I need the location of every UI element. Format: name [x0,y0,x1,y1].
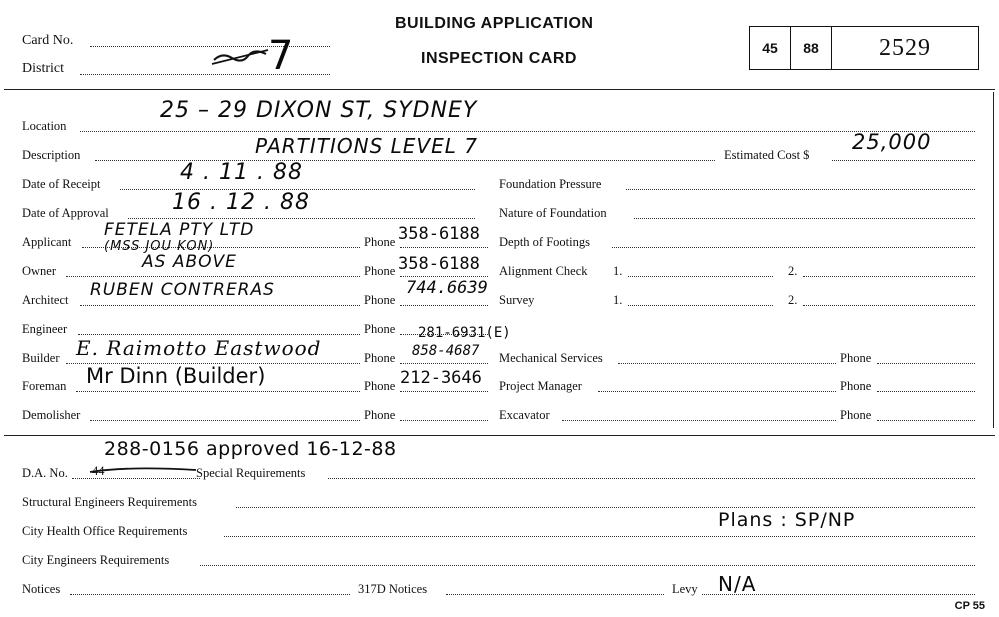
da-struck-number: 44 [92,464,105,478]
location-label: Location [22,119,67,133]
architect-line [80,305,360,306]
survey-2: 2. [788,293,798,307]
architect-value: RUBEN CONTRERAS [90,280,275,300]
estimated-cost-label: Estimated Cost $ [724,148,810,162]
builder-phone-label: Phone [364,351,396,365]
applicant-note: (MSS JOU KON) [104,239,215,254]
estimated-cost-line [832,160,975,161]
excavator-phone-label: Phone [840,408,872,422]
engineer-phone-label: Phone [364,322,396,336]
survey-line-2 [803,305,975,306]
applicant-phone: 358-6188 [398,224,480,244]
notices-label: Notices [22,582,61,596]
excavator-label: Excavator [499,408,550,422]
title-line-2: INSPECTION CARD [421,50,577,67]
description-value: PARTITIONS LEVEL 7 [255,134,478,158]
mechanical-phone-label: Phone [840,351,872,365]
survey-label: Survey [499,293,535,307]
foreman-value: Mr Dinn (Builder) [86,364,266,388]
nature-of-foundation-line [634,218,975,219]
demolisher-phone-label: Phone [364,408,396,422]
project-manager-phone-label: Phone [840,379,872,393]
district-label: District [22,61,64,76]
date-of-receipt-label: Date of Receipt [22,177,101,191]
demolisher-phone-line [400,420,488,421]
survey-line-1 [628,305,773,306]
engineer-line [78,334,360,335]
mechanical-services-line [618,363,836,364]
district-value: 7 [268,33,295,79]
notices-317d-line [446,594,664,595]
date-of-approval-value: 16 . 12 . 88 [172,190,310,215]
da-no-label: D.A. No. [22,466,68,480]
owner-value: AS ABOVE [142,252,237,272]
foundation-pressure-line [626,189,975,190]
alignment-check-1: 1. [613,264,623,278]
foreman-line [76,391,360,392]
builder-phone-line [400,363,488,364]
da-value: 288-0156 approved 16-12-88 [104,438,397,460]
alignment-check-2: 2. [788,264,798,278]
applicant-phone-line [400,247,488,248]
card-number-boxes [749,26,979,70]
owner-phone-label: Phone [364,264,396,278]
mechanical-phone-line [877,363,975,364]
applicant-phone-label: Phone [364,235,396,249]
form-code: CP 55 [954,600,985,612]
location-line [80,131,975,132]
struck-scribble [210,46,270,70]
foundation-pressure-label: Foundation Pressure [499,177,602,191]
owner-phone: 358-6188 [398,254,480,274]
city-health-value: Plans : SP/NP [718,509,856,531]
card-no-label: Card No. [22,33,74,48]
demolisher-line [90,420,360,421]
applicant-label: Applicant [22,235,72,249]
structural-engineers-line [236,507,975,508]
box-3: 2529 [879,34,931,61]
title-line-1: BUILDING APPLICATION [395,15,594,32]
strike-through-line [88,462,198,478]
engineer-label: Engineer [22,322,68,336]
city-health-line [224,536,975,537]
levy-value: N/A [718,572,757,596]
foreman-phone-line [400,391,488,392]
date-of-receipt-value: 4 . 11 . 88 [180,160,303,185]
location-value: 25 – 29 DIXON ST, SYDNEY [160,98,478,123]
levy-label: Levy [672,582,698,596]
box-2: 88 [803,40,819,56]
architect-phone-label: Phone [364,293,396,307]
owner-line [66,276,360,277]
project-manager-line [598,391,836,392]
engineer-phone: 281-6931(E) [418,325,511,341]
demolisher-label: Demolisher [22,408,81,422]
alignment-check-line-1 [628,276,773,277]
survey-1: 1. [613,293,623,307]
section-divider [4,435,995,436]
notices-line [70,594,350,595]
estimated-cost-value: 25,000 [852,130,932,154]
project-manager-label: Project Manager [499,379,582,393]
builder-value: E. Raimotto Eastwood [76,336,322,360]
architect-phone: 744.6639 [406,278,488,298]
special-requirements-line [328,478,975,479]
date-of-approval-label: Date of Approval [22,206,109,220]
header-divider [4,89,995,90]
foreman-phone-label: Phone [364,379,396,393]
city-engineers-label: City Engineers Requirements [22,553,170,567]
alignment-check-line-2 [803,276,975,277]
date-of-approval-line [128,218,475,219]
city-engineers-line [200,565,975,566]
builder-label: Builder [22,351,60,365]
alignment-check-label: Alignment Check [499,264,588,278]
box-1: 45 [762,40,778,56]
notices-317d-label: 317D Notices [358,582,428,596]
description-label: Description [22,148,81,162]
builder-phone: 858-4687 [412,343,480,359]
right-edge [993,92,994,428]
mechanical-services-label: Mechanical Services [499,351,603,365]
da-no-line [72,478,200,479]
special-requirements-label: Special Requirements [196,466,306,480]
applicant-value: FETELA PTY LTD [104,220,255,240]
city-health-label: City Health Office Requirements [22,524,188,538]
architect-phone-line [400,305,488,306]
excavator-line [562,420,836,421]
depth-of-footings-label: Depth of Footings [499,235,590,249]
foreman-label: Foreman [22,379,67,393]
nature-of-foundation-label: Nature of Foundation [499,206,607,220]
owner-label: Owner [22,264,57,278]
owner-phone-line [400,276,488,277]
depth-of-footings-line [612,247,975,248]
structural-engineers-label: Structural Engineers Requirements [22,495,197,509]
foreman-phone: 212-3646 [400,368,482,388]
project-manager-phone-line [877,391,975,392]
architect-label: Architect [22,293,69,307]
excavator-phone-line [877,420,975,421]
